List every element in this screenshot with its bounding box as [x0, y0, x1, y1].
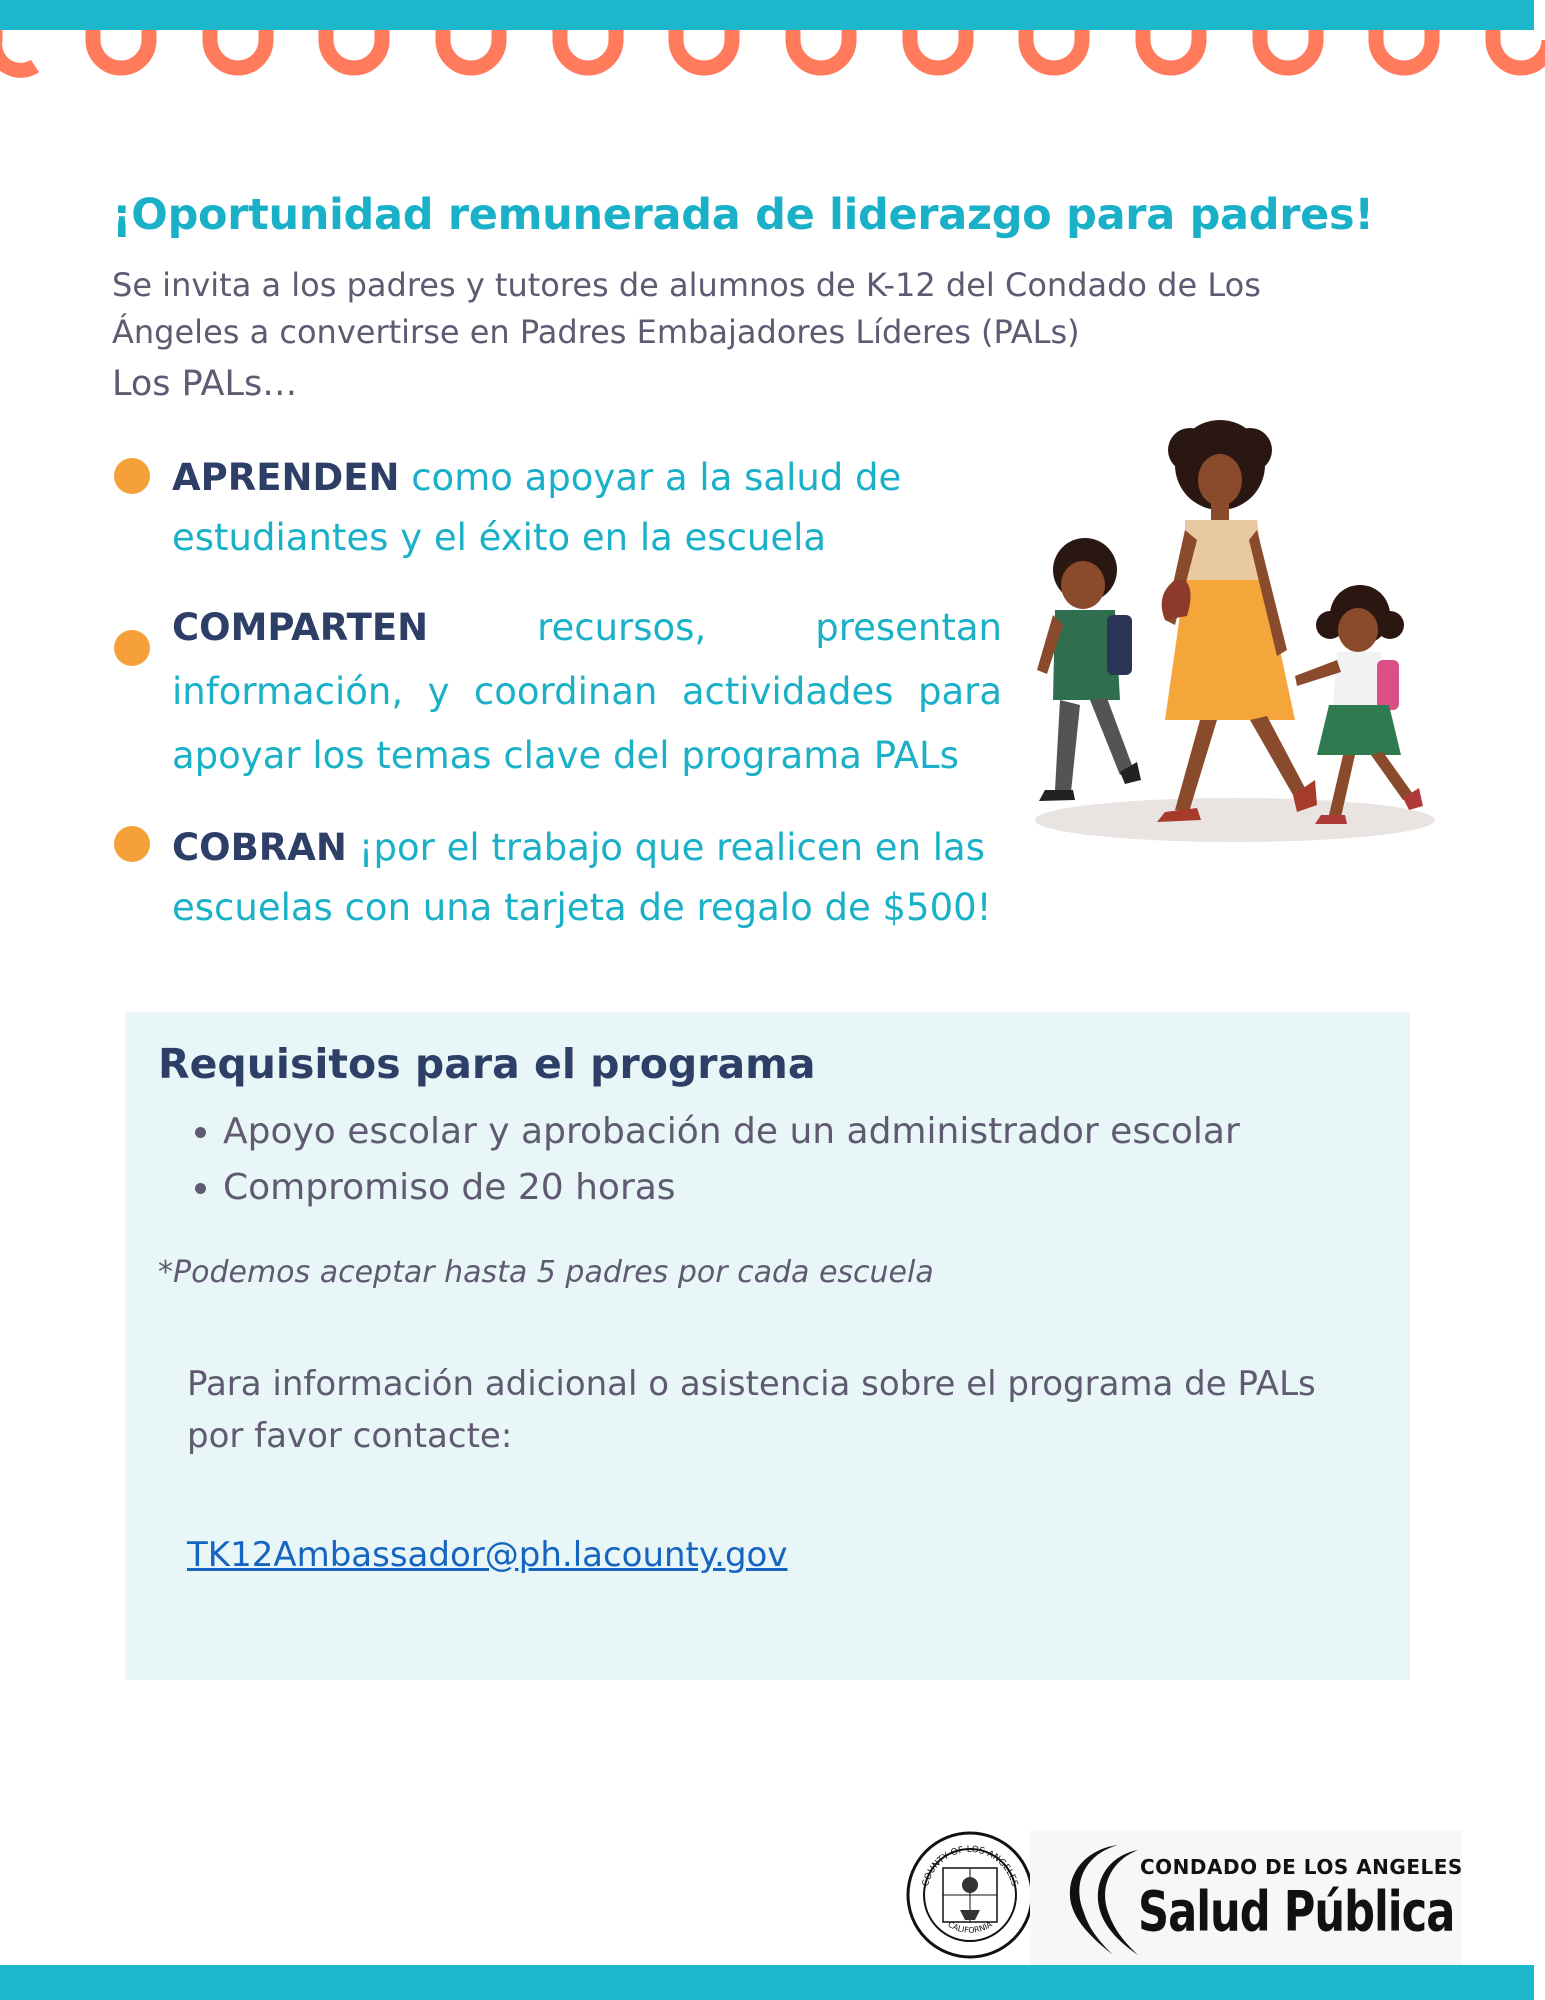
decorative-loop-border — [0, 20, 1545, 86]
list-item: • Compromiso de 20 horas — [223, 1160, 1240, 1216]
bullet-dot — [114, 458, 150, 494]
requirements-list — [175, 1104, 1240, 1216]
bullet-dot — [114, 630, 150, 666]
family-walking-illustration — [1025, 420, 1445, 850]
contact-email-link[interactable]: TK12Ambassador@ph.lacounty.gov — [187, 1535, 788, 1575]
contact-text: Para información adicional o asistencia sobre el programa de PALs por favor contacte: — [187, 1364, 1316, 1456]
logo-salud-publica: Salud Pública — [1138, 1880, 1455, 1945]
public-health-logo — [1030, 1830, 1462, 1965]
benefit-keyword: COBRAN — [172, 826, 347, 869]
los-pals-label: Los PALs… — [112, 364, 298, 404]
requirements-box — [125, 1012, 1410, 1680]
logo-county-text: CONDADO DE LOS ANGELES — [1140, 1855, 1463, 1879]
seal-text-top: COUNTY OF LOS ANGELES — [920, 1844, 1020, 1888]
bottom-decorative-bar — [0, 1965, 1534, 2000]
intro-text: Se invita a los padres y tutores de alumnos de K-12 del Condado de Los Ángeles a convertirse en Padres Embajadores Líderes (PALs) — [112, 266, 1261, 351]
benefit-text: recursos, presentan información, y coordinan actividades para apoyar los temas clave del programa PALs — [172, 606, 1002, 777]
benefit-text: como apoyar a la salud de estudiantes y el éxito en la escuela — [172, 456, 902, 559]
mother-figure — [1157, 420, 1317, 822]
page-title: ¡Oportunidad remunerada de liderazgo para padres! — [112, 190, 1374, 240]
requirements-title: Requisitos para el programa — [158, 1040, 816, 1088]
benefit-keyword: APRENDEN — [172, 456, 400, 499]
capacity-note: *Podemos aceptar hasta 5 padres por cada escuela — [158, 1255, 934, 1290]
seal-text-bottom: CALIFORNIA — [946, 1919, 994, 1935]
county-seal-logo — [905, 1830, 1035, 1960]
bullet-dot — [114, 826, 150, 862]
benefit-cobran — [172, 818, 1002, 938]
benefit-comparten — [172, 596, 1002, 788]
benefit-text: ¡por el trabajo que realicen en las escuelas con una tarjeta de regalo de $500! — [172, 826, 992, 929]
benefit-keyword: COMPARTEN — [172, 606, 429, 649]
list-item: • Apoyo escolar y aprobación de un administrador escolar — [223, 1104, 1240, 1160]
benefit-aprenden — [172, 448, 932, 568]
boy-figure — [1037, 538, 1141, 801]
